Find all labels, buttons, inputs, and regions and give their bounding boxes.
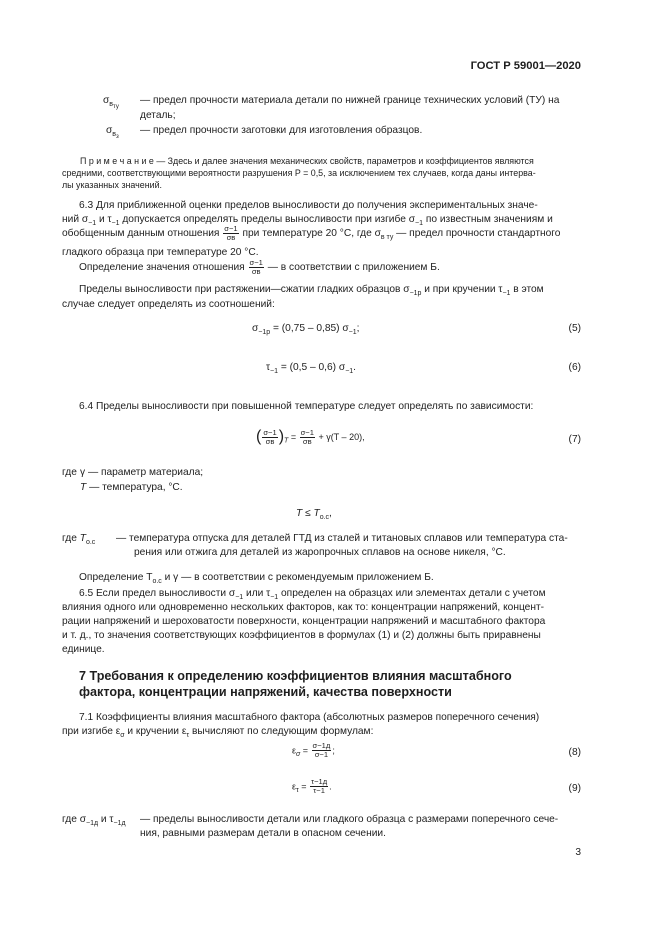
p65-line-3: рации напряжений и шероховатости поверхности, концентрации напряжений и масштабного фактора	[62, 616, 546, 627]
note-line-3: лы указанных значений.	[62, 180, 163, 190]
equation-5-number: (5)	[568, 323, 581, 334]
equation-6: $\tau_{-1} = (0,5 - 0,6)$ $\sigma_{-1}$.	[266, 362, 357, 375]
tension-line-1: Пределы выносливости при растяжении—сжатии гладких образцов $\sigma_{-1р}$ и при кручении $\tau_{-1}$ в этом	[79, 284, 544, 297]
def-sigma-vtu-text-1: — предел прочности материала детали по нижней границе технических условий (ТУ) на	[140, 95, 560, 106]
p65-line-5: единице.	[62, 644, 105, 655]
note-label: П р и м е ч а н и е	[80, 156, 154, 166]
p65-line-4: и т. д., то значения соответствующих коэффициентов в формулах (1) и (2) должны быть приравнены	[62, 630, 541, 641]
where-7-temperature: T — температура, °С.	[80, 482, 183, 493]
p63-line-2: ний $\sigma_{-1}$ и $\tau_{-1}$ допускается определять пределы выносливости при изгибе $\sigma_{-1}$ по известным значениям и	[62, 214, 553, 227]
where-7-label: где	[62, 467, 77, 478]
p63-line-1: 6.3 Для приближенной оценки пределов выносливости до получения экспериментальных значе-	[79, 200, 538, 211]
note-line-2: средними, соответствующими вероятности разрушения P = 0,5, за исключением тех случаев, когда даны интерва-	[62, 168, 536, 178]
p63-line-5: Определение значения отношения $\frac{\sigma-1}{\sigma в}$ — в соответствии с приложением Б.	[79, 258, 440, 276]
equation-9-number: (9)	[568, 783, 581, 794]
where-toc-symbol: где $T_{о.с}$	[62, 533, 96, 546]
section-7-title-line-1: 7 Требования к определению коэффициентов влияния масштабного	[79, 669, 512, 683]
tension-line-2: случае следует определять из соотношений:	[62, 299, 275, 310]
where-toc-line-1: — температура отпуска для деталей ГТД из сталей и титановых сплавов или температура ста-	[116, 533, 568, 544]
section-7-title-line-2: фактора, концентрации напряжений, качества поверхности	[79, 685, 452, 699]
equation-7: ( $\frac{\sigma-1}{\sigma в}$ )$_T$ = $\frac{\sigma-1}{\sigma в}$ + γ(T – 20),	[256, 427, 365, 446]
p65-line-1: 6.5 Если предел выносливости $\sigma_{-1}$ или $\tau_{-1}$ определен на образцах или элементах детали с учетом	[79, 588, 546, 601]
def-sigma-vz-text: — предел прочности заготовки для изготовления образцов.	[140, 125, 423, 136]
p63-line-3: обобщенным данным отношения $\frac{\sigma-1}{\sigma в}$ при температуре 20 °С, где $\sigma_{в ту}$ — предел прочности стандартного	[62, 224, 561, 242]
where-last-symbols: где $\sigma_{-1д}$ и $\tau_{-1д}$	[62, 814, 126, 827]
equation-9: $\varepsilon_\tau$ = $\frac{\tau-1д}{\tau-1}$ .	[292, 777, 332, 795]
inequality: $T \le T_{о.с}$,	[296, 508, 332, 521]
p71-line-1: 7.1 Коэффициенты влияния масштабного фактора (абсолютных размеров поперечного сечения)	[79, 712, 540, 723]
where-last-line-2: ния, равными размерам детали в опасном сечении.	[140, 828, 386, 839]
equation-6-number: (6)	[568, 362, 581, 373]
ratio-fraction: $\frac{\sigma-1}{\sigma в}$	[224, 224, 238, 242]
note-line-1: П р и м е ч а н и е — Здесь и далее значения механических свойств, параметров и коэффициентов являются	[80, 156, 534, 166]
equation-8-number: (8)	[568, 747, 581, 758]
def-sigma-vz-symbol: $\sigma_{вз}$	[106, 125, 119, 140]
page-number: 3	[575, 847, 581, 858]
ratio-fraction-2: $\frac{\sigma-1}{\sigma в}$	[249, 258, 263, 276]
p63-line-4: гладкого образца при температуре 20 °С.	[62, 247, 259, 258]
p65-line-2: влияния одного или одновременно нескольких факторов, как то: концентрации напряжений, концент-	[62, 602, 545, 613]
where-last-line-1: — пределы выносливости детали или гладкого образца с размерами поперечного сече-	[140, 814, 559, 825]
def-sigma-vtu-text-2: деталь;	[140, 110, 176, 121]
p64-text: 6.4 Пределы выносливости при повышенной температуре следует определять по зависимости:	[79, 401, 534, 412]
equation-7-number: (7)	[568, 434, 581, 445]
where-toc-line-2: рения или отжига для деталей из жаропрочных сплавов на основе никеля, °С.	[134, 547, 506, 558]
def-sigma-vtu-symbol: $\sigma_{вту}$	[103, 95, 119, 110]
where-7-gamma: γ — параметр материала;	[80, 467, 204, 478]
p71-line-2: при изгибе $\varepsilon_\sigma$ и кручении $\varepsilon_\tau$ вычисляют по следующим формулам:	[62, 726, 374, 739]
equation-5: $\sigma_{-1р} = (0,75 - 0,85)$ $\sigma_{-1}$;	[252, 323, 360, 336]
equation-8: $\varepsilon_\sigma$ = $\frac{\sigma-1д}{\sigma-1}$ ;	[292, 741, 335, 759]
standard-number: ГОСТ Р 59001—2020	[470, 60, 581, 72]
def-toc: Определение $T_{о.с}$ и γ — в соответствии с рекомендуемым приложением Б.	[79, 572, 434, 585]
